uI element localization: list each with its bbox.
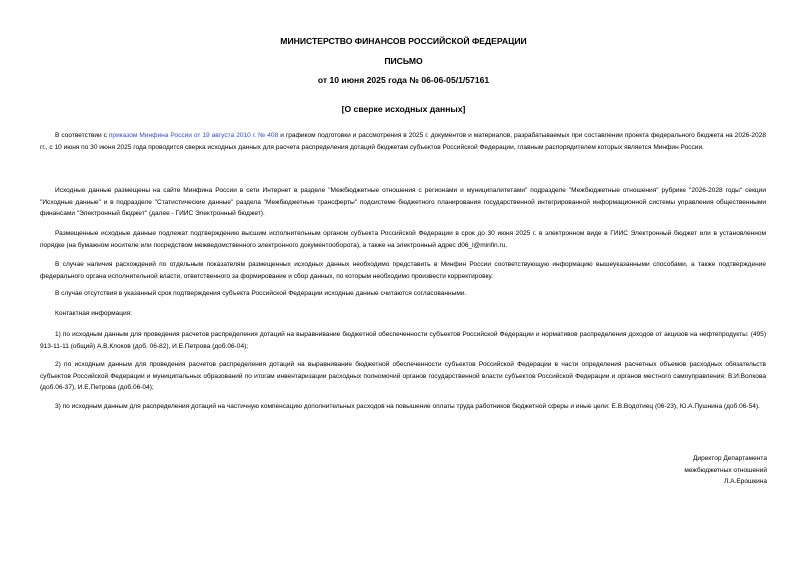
paragraph-text: В соответствии с [55,132,109,139]
paragraph-confirmation: Размещенные исходные данные подлежат подтверждению высшим исполнительным органом субъекта Российской Федерации в срок до 30 июня 2025 г. в электронном виде в ГИИС Электронный бюджет или в установленном порядке (на бумажном носителе или посредством межведомственного электронного документооборота), а также на электронный адрес d06_l@minfin.ru. [40,230,766,249]
signature-name: Л.А.Ерошкина [724,478,767,485]
document-subject: [О сверке исходных данных] [341,104,466,114]
paragraph-data-location: Исходные данные размещены на сайте Минфина России в сети Интернет в разделе "Межбюджетные отношения с регионами и муниципалитетами" подразделе "Межбюджетные отношения" рубрике "2026-2028 годы" секции "Исходные данные" и в подразделе "Статистические данные" раздела "Межбюджетные трансферты" подсистеме бюджетного планирования государственной интегрированной информационной системы управления общественными финансами "Электронный бюджет" (далее - ГИИС Электронный бюджет). [40,187,766,218]
contact-item-1: 1) по исходным данным для проведения расчетов распределения дотаций на выравнивание бюджетной обеспеченности субъектов Российской Федерации и нормативов распределения доходов от акцизов на нефтепродукты: (495) 913-11-11 (общий) А.В.Клоков (доб. 06-82), И.Е.Петрова (доб.06-04); [40,331,766,350]
order-408-link[interactable]: приказом Минфина России от 19 августа 2010 г. № 408 [108,132,279,139]
ministry-title: МИНИСТЕРСТВО ФИНАНСОВ РОССИЙСКОЙ ФЕДЕРАЦИИ [280,36,527,46]
signature-block [684,453,767,488]
contact-info-heading: Контактная информация: [55,310,133,317]
signature-department: межбюджетных отношений [684,466,767,474]
paragraph-order-reference [40,130,766,153]
contact-item-3: 3) по исходным данным для распределения дотаций на частичную компенсацию дополнительных расходов на повышение оплаты труда работников бюджетной сферы и иные цели: Е.В.Водотиец (06-23), Ю.А.Пушнина (доб.06-54). [55,403,760,410]
paragraph-discrepancies: В случае наличия расхождений по отдельным показателям размещенных исходных данных необходимо представить в Минфин России соответствующую информацию вышеуказанными способами, а также подтверждение федерального органа исполнительной власти, ответственного за формирование и сбор данных, по которым необходимо произвести корректировку. [40,261,766,280]
signature-position: Директор Департамента [693,455,767,462]
document-type: ПИСЬМО [384,56,423,66]
contact-item-2: 2) по исходным данным для проведения расчетов распределения дотаций на выравнивание бюджетной обеспеченности субъектов Российской Федерации в части определения расчетных объемов расходных обязательств субъектов Российской Федерации и муниципальных образований по итогам инвентаризации расходных полномочий органов государственной власти субъектов Российской Федерации и органов местного самоуправления: В.И.Волкова (доб.06-37), И.Е.Петрова (доб.06-04); [40,361,766,392]
document-date-number: от 10 июня 2025 года № 06-06-05/1/57161 [317,75,490,85]
paragraph-default-agreement: В случае отсутствия в указанный срок подтверждения субъекта Российской Федерации исходные данные считаются согласованными. [55,290,467,297]
paragraph-text: и графиком подготовки и рассмотрения в 2025 г. документов и материалов, разрабатываемых при составлении проекта федерального бюджета на 2026-2028 гг., с 10 июня по 30 июня 2025 года проводится сверка исходных данных для расчета распределения дотаций бюджетам субъектов Российской Федерации, главным распорядителем которых является Минфин России. [40,132,766,151]
